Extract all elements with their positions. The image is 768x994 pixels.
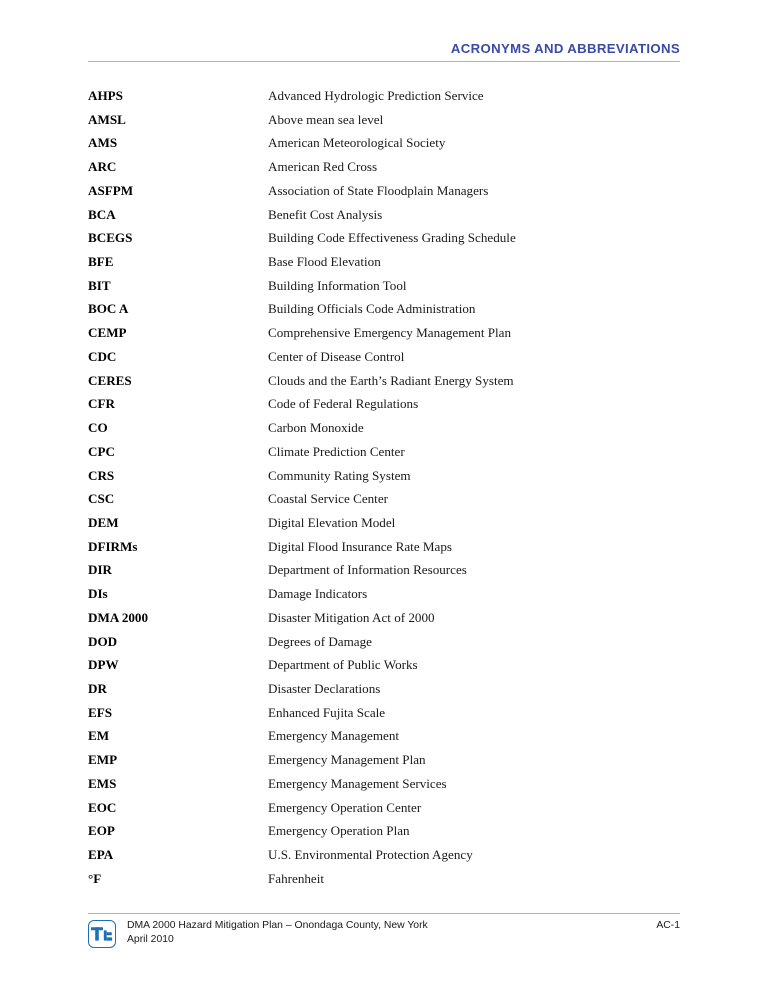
acronym-term: EOP <box>88 823 115 839</box>
acronym-definition: Enhanced Fujita Scale <box>268 704 386 720</box>
acronym-row <box>88 491 680 515</box>
acronym-row <box>88 444 680 468</box>
acronym-definition: Coastal Service Center <box>268 491 388 507</box>
acronym-term: BCA <box>88 206 116 222</box>
acronym-term: DEM <box>88 514 119 530</box>
acronym-row <box>88 515 680 539</box>
acronym-row <box>88 135 680 159</box>
acronym-term: DIR <box>88 562 113 578</box>
acronym-term: DMA 2000 <box>88 609 149 625</box>
footer-document-title: DMA 2000 Hazard Mitigation Plan – Onondaga County, New York <box>127 920 428 931</box>
acronym-term: °F <box>88 870 102 886</box>
acronym-definition: U.S. Environmental Protection Agency <box>268 847 473 862</box>
tetra-tech-logo-icon <box>88 920 116 948</box>
acronym-row <box>88 610 680 634</box>
acronym-row <box>88 468 680 492</box>
acronym-list <box>88 88 680 894</box>
acronym-row <box>88 420 680 444</box>
acronym-definition: Damage Indicators <box>268 586 368 602</box>
acronym-row <box>88 88 680 112</box>
acronym-row <box>88 301 680 325</box>
acronym-definition: Above mean sea level <box>268 111 384 127</box>
acronym-term: CSC <box>88 491 115 507</box>
acronym-term: DOD <box>88 633 118 649</box>
header-divider <box>88 61 680 62</box>
acronym-definition: Emergency Management <box>268 728 400 744</box>
acronym-row <box>88 254 680 278</box>
page-number: AC-1 <box>656 920 680 931</box>
acronym-definition: American Red Cross <box>268 159 378 175</box>
acronym-term: AMS <box>88 135 118 151</box>
acronym-definition: Benefit Cost Analysis <box>268 206 383 222</box>
acronym-row <box>88 871 680 895</box>
acronym-definition: Emergency Operation Center <box>268 799 422 815</box>
acronym-row <box>88 847 680 871</box>
acronym-term: CPC <box>88 443 115 459</box>
acronym-term: DFIRMs <box>88 538 138 554</box>
page-footer <box>88 913 680 948</box>
acronym-row <box>88 634 680 658</box>
acronym-row <box>88 539 680 563</box>
acronym-term: CFR <box>88 396 115 412</box>
acronym-row <box>88 278 680 302</box>
acronym-definition: Community Rating System <box>268 467 411 483</box>
acronym-term: EOC <box>88 799 117 815</box>
acronym-definition: Climate Prediction Center <box>268 443 405 459</box>
acronym-row <box>88 681 680 705</box>
acronym-row <box>88 586 680 610</box>
acronym-definition: Building Information Tool <box>268 277 407 293</box>
acronym-definition: Disaster Mitigation Act of 2000 <box>268 609 435 625</box>
acronym-row <box>88 776 680 800</box>
acronym-term: AHPS <box>88 88 123 103</box>
acronym-definition: Center of Disease Control <box>268 348 405 364</box>
acronym-definition: Association of State Floodplain Managers <box>268 182 489 198</box>
acronym-term: CERES <box>88 372 132 388</box>
acronym-row <box>88 349 680 373</box>
acronym-definition: Degrees of Damage <box>268 633 372 649</box>
acronym-term: BFE <box>88 254 114 270</box>
acronym-definition: Digital Elevation Model <box>268 514 396 530</box>
acronym-definition: Disaster Declarations <box>268 680 381 696</box>
acronym-definition: Clouds and the Earth’s Radiant Energy System <box>268 372 514 388</box>
acronym-row <box>88 159 680 183</box>
acronym-row <box>88 112 680 136</box>
acronym-term: BIT <box>88 277 111 293</box>
acronym-definition: Emergency Management Services <box>268 775 447 791</box>
acronym-definition: Building Officials Code Administration <box>268 301 476 317</box>
acronym-term: CEMP <box>88 325 127 341</box>
acronym-definition: Digital Flood Insurance Rate Maps <box>268 538 453 554</box>
acronym-row <box>88 800 680 824</box>
acronym-row <box>88 207 680 231</box>
acronym-term: ARC <box>88 159 117 175</box>
acronym-definition: Carbon Monoxide <box>268 420 364 436</box>
acronym-row <box>88 728 680 752</box>
acronym-definition: Building Code Effectiveness Grading Schedule <box>268 230 516 246</box>
acronym-row <box>88 562 680 586</box>
acronym-row <box>88 230 680 254</box>
acronym-definition: Advanced Hydrologic Prediction Service <box>268 88 484 103</box>
acronym-term: EPA <box>88 847 114 862</box>
acronym-row <box>88 752 680 776</box>
acronym-definition: Base Flood Elevation <box>268 254 381 270</box>
acronym-term: CRS <box>88 467 115 483</box>
acronym-definition: Department of Public Works <box>268 657 418 673</box>
acronym-term: BOC A <box>88 301 129 317</box>
acronym-term: AMSL <box>88 111 126 127</box>
acronym-definition: Comprehensive Emergency Management Plan <box>268 325 512 341</box>
acronym-definition: Department of Information Resources <box>268 562 467 578</box>
page-title: ACRONYMS AND ABBREVIATIONS <box>450 41 680 56</box>
footer-date: April 2010 <box>127 933 174 945</box>
acronym-row <box>88 705 680 729</box>
acronym-row <box>88 657 680 681</box>
acronym-term: DPW <box>88 657 119 673</box>
acronym-row <box>88 325 680 349</box>
acronym-definition: Code of Federal Regulations <box>268 396 419 412</box>
acronym-term: EMP <box>88 752 118 768</box>
acronym-term: ASFPM <box>88 182 134 198</box>
acronym-definition: Emergency Management Plan <box>268 752 426 768</box>
acronym-term: EMS <box>88 775 117 791</box>
acronym-term: CDC <box>88 348 117 364</box>
acronym-row <box>88 396 680 420</box>
footer-text-block <box>116 919 656 946</box>
acronym-definition: American Meteorological Society <box>268 135 446 151</box>
acronym-row <box>88 373 680 397</box>
acronym-term: DIs <box>88 586 108 602</box>
acronym-row <box>88 183 680 207</box>
acronym-term: EM <box>88 728 110 744</box>
acronym-term: BCEGS <box>88 230 133 246</box>
acronym-term: DR <box>88 680 107 696</box>
acronym-definition: Emergency Operation Plan <box>268 823 410 839</box>
acronym-term: EFS <box>88 704 113 720</box>
acronym-term: CO <box>88 420 108 436</box>
page-header <box>88 40 680 62</box>
acronym-definition: Fahrenheit <box>268 870 324 886</box>
acronym-row <box>88 823 680 847</box>
